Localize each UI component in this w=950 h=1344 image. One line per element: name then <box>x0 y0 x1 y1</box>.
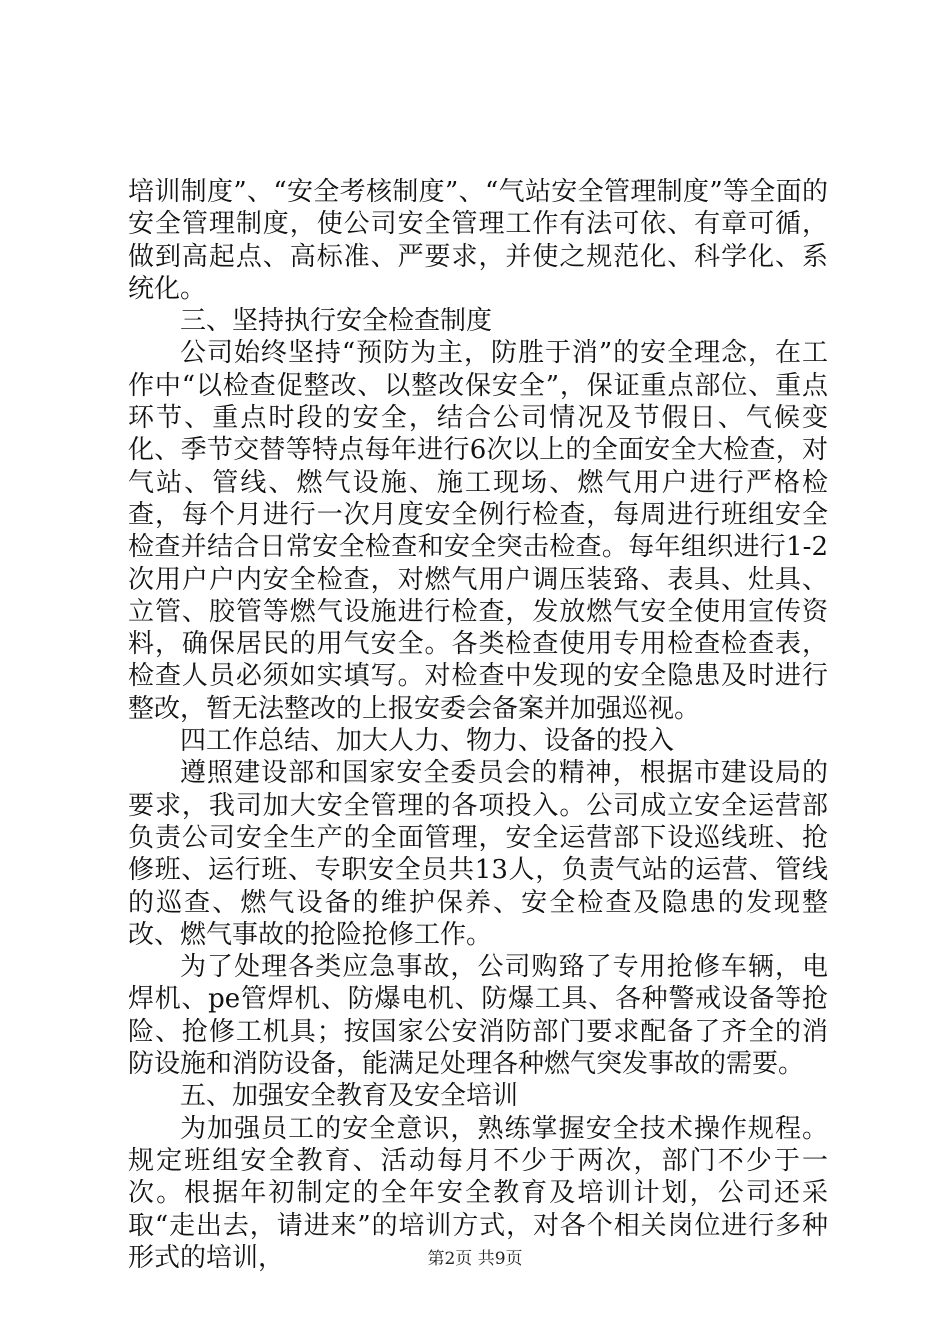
section-heading-5: 五、加强安全教育及安全培训 <box>180 1081 519 1112</box>
paragraph-3: 公司始终坚持“预防为主，防胜于消”的安全理念，在工作中“以检查促整改、以整改保安全”，保证重点部位、重点环节、重点时段的安全，结合公司情况及节假日、气候变化、季节交替等特点每年进行6次以上的全面安全大检查，对气站、管线、燃气设施、施工现场、燃气用户进行严格检查，每个月进行一次月度安全例行检查，每周进行班组安全检查并结合日常安全检查和安全突击检查。每年组织进行1-2次用户户内安全检查，对燃气用户调压装臵、表具、灶具、立管、胶管等燃气设施进行检查，发放燃气安全使用宣传资料，确保居民的用气安全。各类检查使用专用检查检查表，检查人员必须如实填写。对检查中发现的安全隐患及时进行整改，暂无法整改的上报安委会备案并加强巡视。 <box>128 338 828 724</box>
paragraph-5: 遵照建设部和国家安全委员会的精神，根据市建设局的要求，我司加大安全管理的各项投入。公司成立安全运营部负责公司安全生产的全面管理，安全运营部下设巡线班、抢修班、运行班、专职安全员共13人，负责气站的运营、管线的巡查、燃气设备的维护保养、安全检查及隐患的发现整改、燃气事故的抢险抢修工作。 <box>128 758 828 950</box>
section-heading-3: 三、坚持执行安全检查制度 <box>180 306 493 337</box>
paragraph-1: 培训制度”、“安全考核制度”、“气站安全管理制度”等全面的安全管理制度，使公司安全管理工作有法可依、有章可循，做到高起点、高标准、严要求，并使之规范化、科学化、系统化。 <box>128 177 828 304</box>
page-footer: 第2页 共9页 <box>427 1249 523 1269</box>
section-heading-4: 四工作总结、加大人力、物力、设备的投入 <box>180 726 675 757</box>
paragraph-8: 为加强员工的安全意识，熟练掌握安全技术操作规程。规定班组安全教育、活动每月不少于两次，部门不少于一次。根据年初制定的全年安全教育及培训计划，公司还采取“走出去，请进来”的培训方式，对各个相关岗位进行多种形式的培训， <box>128 1113 828 1273</box>
document-body <box>128 176 828 1274</box>
paragraph-6: 为了处理各类应急事故，公司购臵了专用抢修车辆，电焊机、pe管焊机、防爆电机、防爆工具、各种警戒设备等抢险、抢修工机具；按国家公安消防部门要求配备了齐全的消防设施和消防设备，能满足处理各种燃气突发事故的需要。 <box>128 952 828 1080</box>
